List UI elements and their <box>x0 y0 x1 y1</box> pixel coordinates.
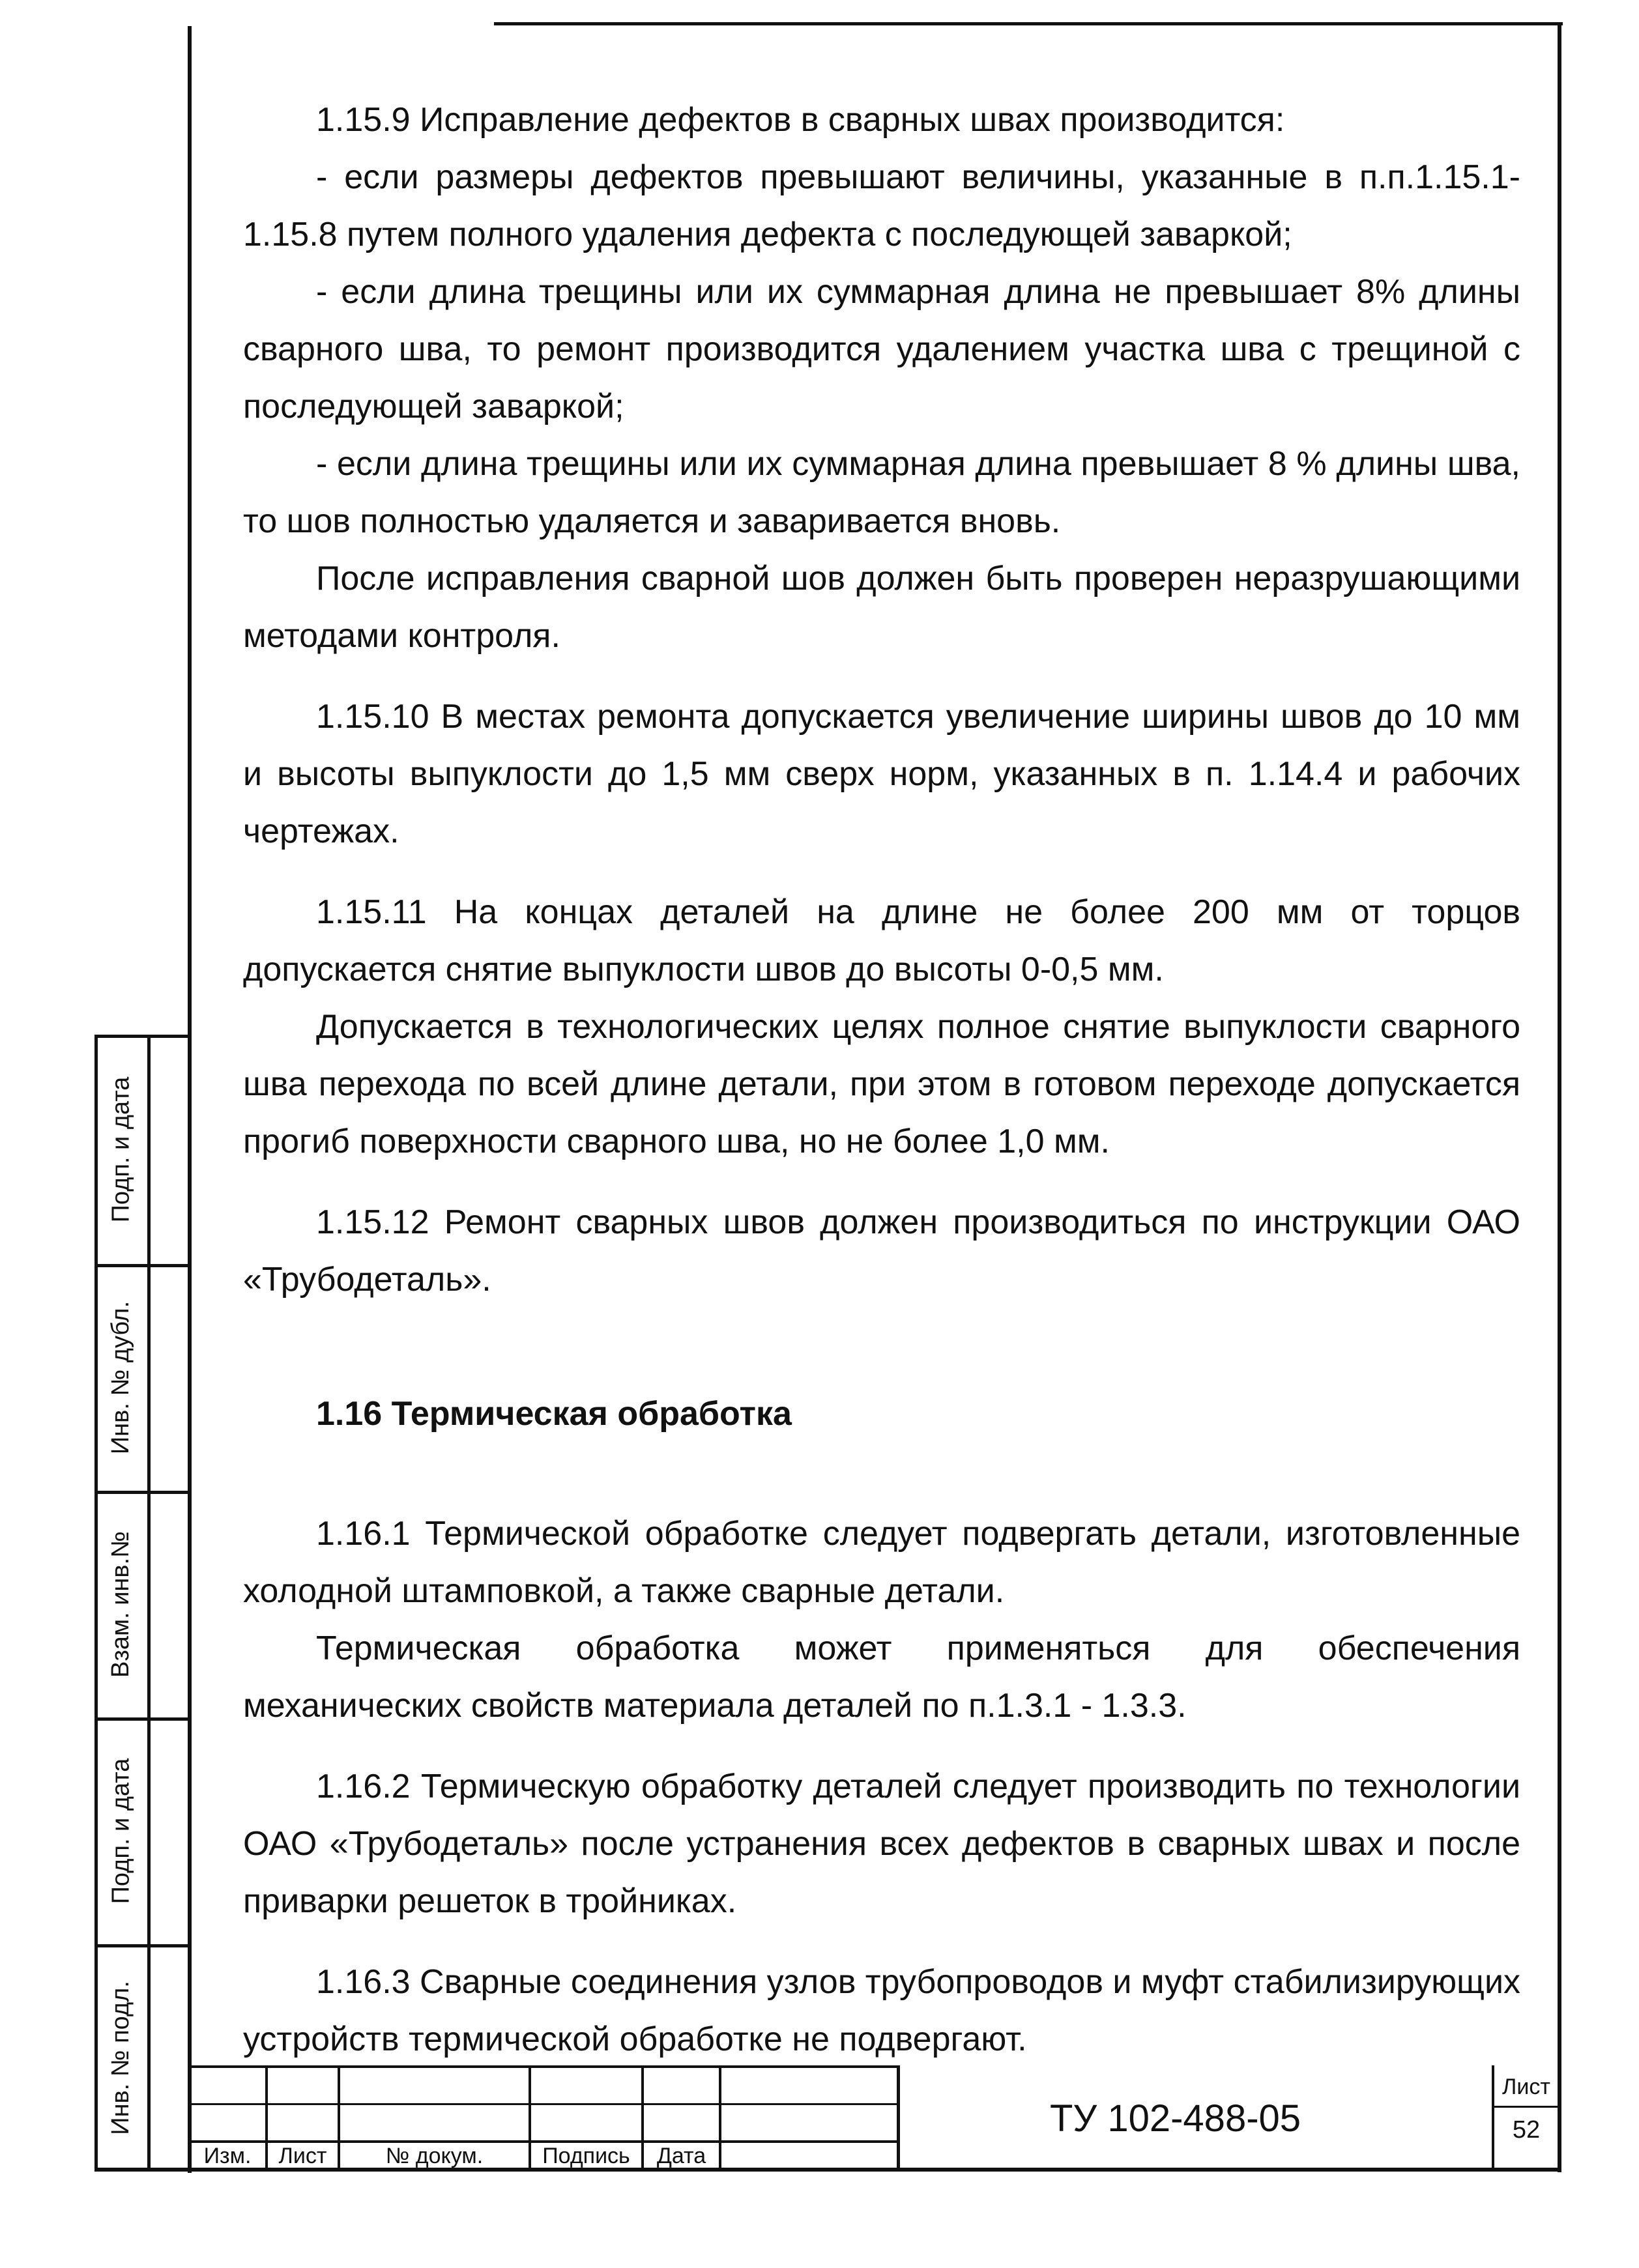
header-date: Дата <box>656 2143 706 2168</box>
stamp-cell-sign-date-2 <box>94 1717 147 1944</box>
sheet-number: 52 <box>1512 2116 1541 2144</box>
paragraph-1-15-9: 1.15.9 Исправление дефектов в сварных швах производится: <box>316 101 1285 139</box>
sheet-label: Лист <box>1502 2074 1550 2099</box>
paragraph-1-16-3: 1.16.3 Сварные соединения узлов трубопроводов и муфт стабилизирующих устройств термической обработке не подвергают. <box>243 1963 1520 2058</box>
paragraph-1-15-11: 1.15.11 На концах деталей на длине не более 200 мм от торцов допускается снятие выпуклости швов до высоты 0-0,5 мм. <box>243 893 1520 988</box>
paragraph-1-15-11-note: Допускается в технологических целях полное снятие выпуклости сварного шва перехода по всей длине детали, при этом в готовом переходе допускается прогиб поверхности сварного шва, но не более 1,0 мм. <box>243 1008 1520 1160</box>
paragraph-1-15-9-item-3: - если длина трещины или их суммарная длина превышает 8 % длины шва, то шов полностью удаляется и заваривается вновь. <box>243 445 1520 540</box>
title-block-line <box>719 2065 721 2172</box>
title-block <box>190 2065 1561 2172</box>
paragraph-1-15-9-note: После исправления сварной шов должен быть проверен неразрушающими методами контроля. <box>243 560 1520 655</box>
paragraph-1-15-10: 1.15.10 В местах ремонта допускается увеличение ширины швов до 10 мм и высоты выпуклости до 1,5 мм сверх норм, указанных в п. 1.14.4 и рабочих чертежах. <box>243 698 1520 850</box>
paragraph-1-16-1-note: Термическая обработка может применяться для обеспечения механических свойств материала деталей по п.1.3.1 - 1.3.3. <box>243 1629 1520 1725</box>
stamp-label: Подп. и дата <box>107 1758 134 1904</box>
stamp-cell-replace-inv <box>94 1491 147 1717</box>
paragraph-1-15-9-item-2: - если длина трещины или их суммарная длина не превышает 8% длины сварного шва, то ремонт производится удалением участка шва с трещиной с последующей заваркой; <box>243 273 1520 425</box>
paragraph-1-16-1: 1.16.1 Термической обработке следует подвергать детали, изготовленные холодной штамповкой, а также сварные детали. <box>243 1515 1520 1610</box>
frame-right-border <box>1558 22 1561 2172</box>
stamp-label: Подп. и дата <box>107 1076 134 1222</box>
paragraph-1-15-9-item-1: - если размеры дефектов превышают величины, указанные в п.п.1.15.1-1.15.8 путем полного удаления дефекта с последующей заваркой; <box>243 158 1520 253</box>
header-change: Изм. <box>203 2143 252 2168</box>
document-code: ТУ 102-488-05 <box>1049 2097 1301 2140</box>
stamp-cell-dup-inv <box>94 1264 147 1491</box>
paragraph-1-16-2: 1.16.2 Термическую обработку деталей следует производить по технологии ОАО «Трубодеталь» после устранения всех дефектов в сварных швах и после приварки решеток в тройниках. <box>243 1768 1520 1920</box>
document-body <box>243 91 1520 2068</box>
header-signature: Подпись <box>542 2143 630 2168</box>
title-block-line <box>190 2103 899 2105</box>
section-heading-1-16: 1.16 Термическая обработка <box>316 1395 792 1433</box>
header-doc-number: № докум. <box>385 2143 484 2168</box>
stamp-label: Инв. № подл. <box>107 1981 135 2135</box>
stamp-middle-line <box>147 1035 151 2172</box>
title-block-line <box>190 2065 899 2068</box>
margin-stamp <box>94 1035 190 2172</box>
stamp-label: Инв. № дубл. <box>107 1300 134 1454</box>
stamp-label: Взам. инв.№ <box>107 1530 134 1678</box>
stamp-cell-sign-date <box>94 1035 147 1264</box>
frame-top-border <box>494 22 1563 25</box>
header-sheet: Лист <box>278 2143 327 2168</box>
paragraph-1-15-12: 1.15.12 Ремонт сварных швов должен производиться по инструкции ОАО «Трубодеталь». <box>243 1203 1520 1299</box>
stamp-cell-orig-inv <box>94 1944 147 2172</box>
